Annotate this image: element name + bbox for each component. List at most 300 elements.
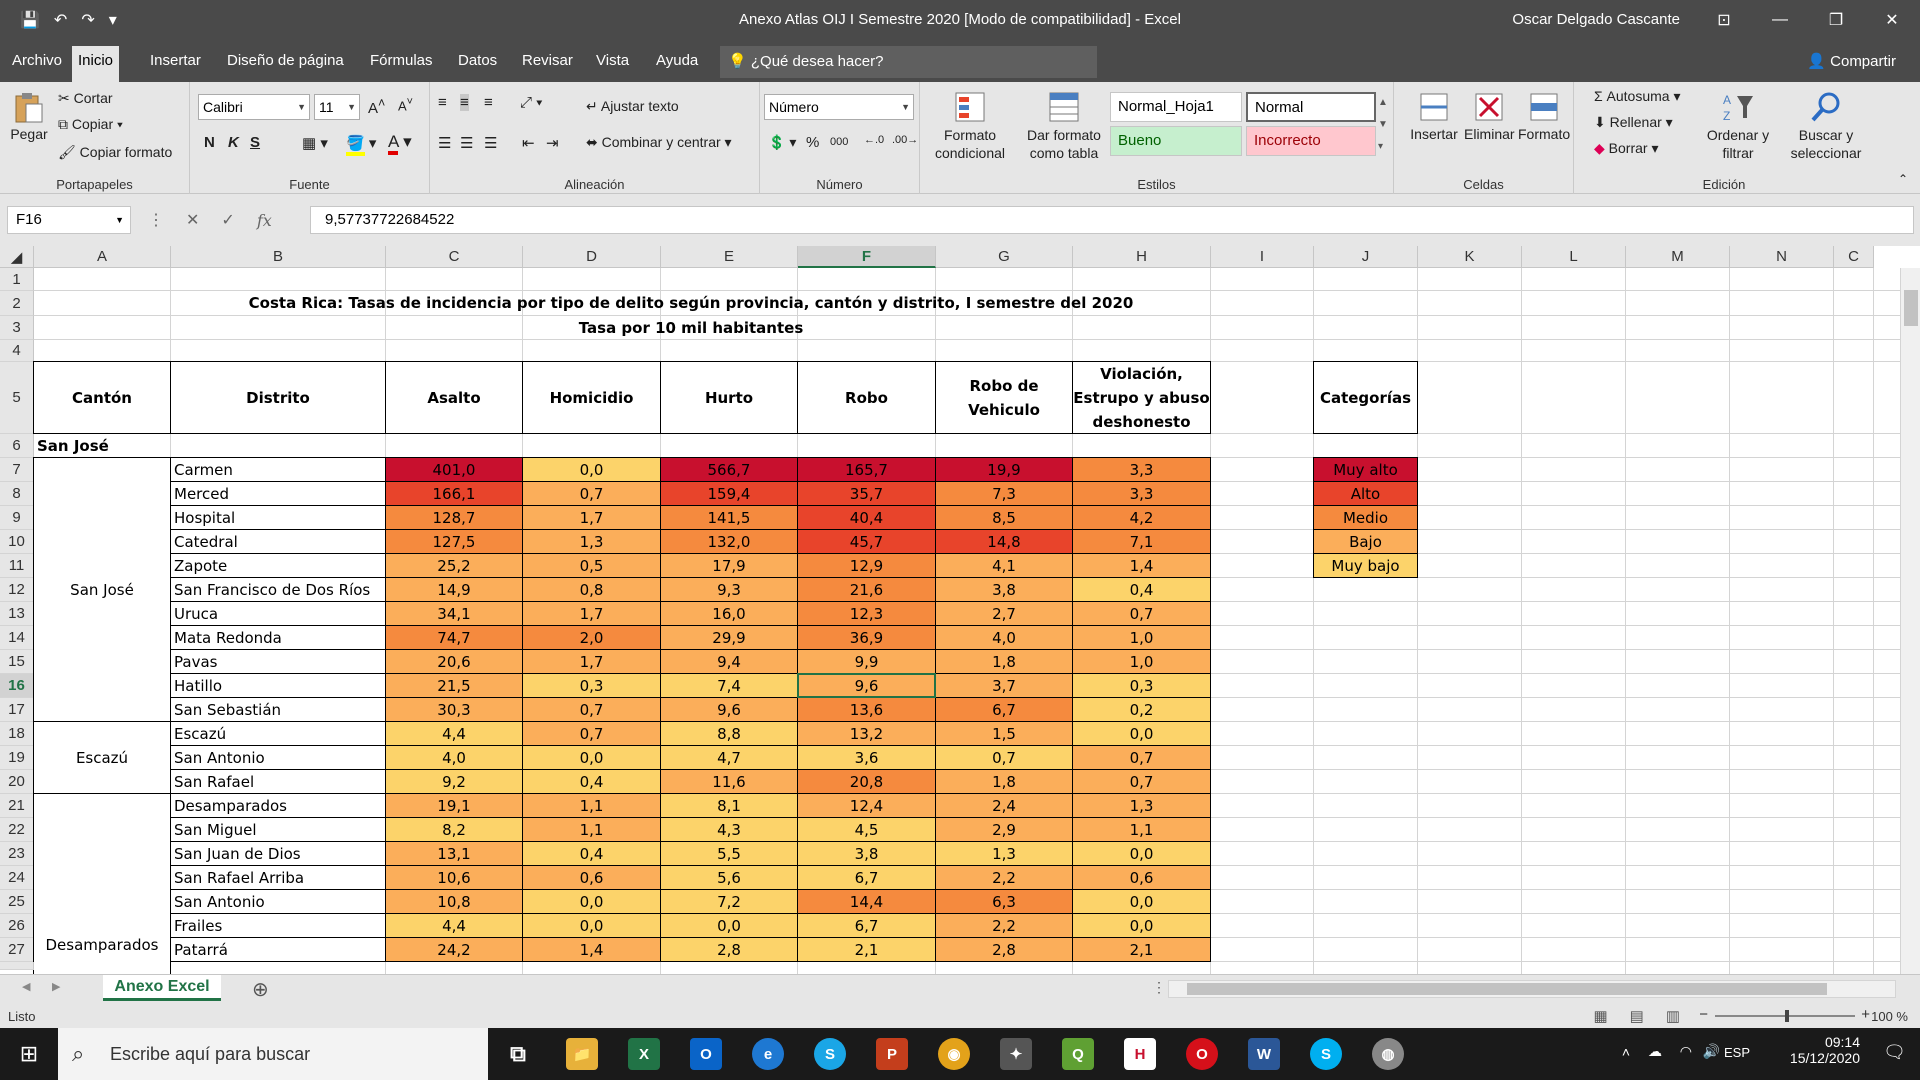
- font-name-select[interactable]: Calibri ▼: [198, 94, 310, 120]
- value-cell[interactable]: 13,2: [797, 721, 936, 746]
- value-cell[interactable]: 0,8: [522, 577, 661, 602]
- row-header[interactable]: 3: [0, 316, 34, 340]
- value-cell[interactable]: 0,0: [522, 889, 661, 914]
- district-cell[interactable]: San Miguel: [170, 817, 386, 842]
- row-header[interactable]: 26: [0, 914, 34, 938]
- value-cell[interactable]: 0,5: [522, 553, 661, 578]
- value-cell[interactable]: 9,3: [660, 577, 798, 602]
- increase-decimal-icon[interactable]: ←.0: [864, 134, 885, 146]
- tell-me-search[interactable]: 💡 ¿Qué desea hacer?: [720, 46, 1097, 78]
- column-header[interactable]: N: [1730, 246, 1834, 268]
- clock[interactable]: [1790, 1034, 1860, 1066]
- style-normal-hoja1[interactable]: Normal_Hoja1: [1110, 92, 1242, 122]
- row-header[interactable]: 5: [0, 362, 34, 434]
- value-cell[interactable]: 24,2: [385, 937, 523, 962]
- percent-button[interactable]: %: [806, 134, 820, 151]
- user-name[interactable]: Oscar Delgado Cascante: [1512, 11, 1680, 28]
- column-header[interactable]: G: [936, 246, 1073, 268]
- value-cell[interactable]: 25,2: [385, 553, 523, 578]
- value-cell[interactable]: 1,7: [522, 505, 661, 530]
- value-cell[interactable]: 34,1: [385, 601, 523, 626]
- value-cell[interactable]: 74,7: [385, 625, 523, 650]
- underline-button[interactable]: S: [250, 134, 261, 151]
- share-button[interactable]: 👤 Compartir: [1807, 53, 1896, 70]
- column-header[interactable]: D: [523, 246, 661, 268]
- district-cell[interactable]: Patarrá: [170, 937, 386, 962]
- row-header[interactable]: 12: [0, 578, 34, 602]
- value-cell[interactable]: 1,0: [1072, 649, 1211, 674]
- value-cell[interactable]: 0,7: [1072, 601, 1211, 626]
- align-bottom-icon[interactable]: ≡: [484, 94, 493, 111]
- value-cell[interactable]: 1,4: [522, 937, 661, 962]
- prev-sheet-icon[interactable]: ◀: [22, 981, 31, 993]
- value-cell[interactable]: 3,3: [1072, 457, 1211, 482]
- tab-formulas[interactable]: Fórmulas: [370, 52, 433, 69]
- value-cell[interactable]: 40,4: [797, 505, 936, 530]
- vertical-scroll-thumb[interactable]: [1904, 290, 1918, 326]
- value-cell[interactable]: 0,6: [522, 865, 661, 890]
- redo-icon[interactable]: ↷: [81, 12, 95, 29]
- customize-qat-icon[interactable]: ▾: [108, 12, 117, 29]
- word-icon[interactable]: W: [1248, 1038, 1280, 1070]
- canton-cell[interactable]: Desamparados: [33, 793, 171, 974]
- value-cell[interactable]: 0,0: [1072, 721, 1211, 746]
- row-header[interactable]: 1: [0, 268, 34, 291]
- shrink-font-button[interactable]: A˅: [398, 96, 413, 114]
- row-header[interactable]: 27: [0, 938, 34, 962]
- value-cell[interactable]: 30,3: [385, 697, 523, 722]
- value-cell[interactable]: 14,8: [935, 529, 1073, 554]
- column-header[interactable]: E: [661, 246, 798, 268]
- district-cell[interactable]: Escazú: [170, 721, 386, 746]
- value-cell[interactable]: 7,4: [660, 673, 798, 698]
- row-header[interactable]: 19: [0, 746, 34, 770]
- column-header[interactable]: I: [1211, 246, 1314, 268]
- district-cell[interactable]: San Sebastián: [170, 697, 386, 722]
- value-cell[interactable]: 8,2: [385, 817, 523, 842]
- value-cell[interactable]: 0,7: [522, 697, 661, 722]
- value-cell[interactable]: 4,0: [385, 745, 523, 770]
- value-cell[interactable]: 0,7: [522, 481, 661, 506]
- value-cell[interactable]: 0,7: [1072, 745, 1211, 770]
- add-sheet-icon[interactable]: ⊕: [252, 979, 269, 1001]
- value-cell[interactable]: 3,3: [1072, 481, 1211, 506]
- enter-icon[interactable]: ✓: [221, 212, 235, 229]
- value-cell[interactable]: 19,9: [935, 457, 1073, 482]
- zoom-slider[interactable]: [1715, 1015, 1855, 1017]
- value-cell[interactable]: 0,4: [522, 769, 661, 794]
- value-cell[interactable]: 20,8: [797, 769, 936, 794]
- value-cell[interactable]: 0,7: [1072, 769, 1211, 794]
- value-cell[interactable]: 4,2: [1072, 505, 1211, 530]
- value-cell[interactable]: 12,9: [797, 553, 936, 578]
- value-cell[interactable]: 0,0: [522, 745, 661, 770]
- zoom-out-icon[interactable]: −: [1699, 1006, 1708, 1023]
- row-header[interactable]: 17: [0, 698, 34, 722]
- row-header[interactable]: 18: [0, 722, 34, 746]
- value-cell[interactable]: 0,7: [522, 721, 661, 746]
- value-cell[interactable]: 13,6: [797, 697, 936, 722]
- value-cell[interactable]: 12,3: [797, 601, 936, 626]
- insert-cells-button[interactable]: Insertar: [1408, 90, 1460, 142]
- column-header[interactable]: L: [1522, 246, 1626, 268]
- value-cell[interactable]: 9,6: [660, 697, 798, 722]
- value-cell[interactable]: 566,7: [660, 457, 798, 482]
- value-cell[interactable]: 1,3: [935, 841, 1073, 866]
- thousands-button[interactable]: 000: [830, 136, 849, 148]
- minimize-button[interactable]: —: [1772, 11, 1788, 28]
- row-header[interactable]: 22: [0, 818, 34, 842]
- outlook-icon[interactable]: O: [690, 1038, 722, 1070]
- row-header[interactable]: 21: [0, 794, 34, 818]
- page-break-icon[interactable]: ▥: [1665, 1008, 1680, 1025]
- skype-business-icon[interactable]: S: [814, 1038, 846, 1070]
- clear-button[interactable]: ◆ Borrar ▾: [1594, 140, 1659, 156]
- row-header[interactable]: 14: [0, 626, 34, 650]
- style-bueno[interactable]: Bueno: [1110, 126, 1242, 156]
- value-cell[interactable]: 2,4: [935, 793, 1073, 818]
- value-cell[interactable]: 0,0: [1072, 841, 1211, 866]
- italic-button[interactable]: K: [228, 134, 239, 151]
- value-cell[interactable]: 9,2: [385, 769, 523, 794]
- value-cell[interactable]: 12,4: [797, 793, 936, 818]
- value-cell[interactable]: 1,3: [1072, 793, 1211, 818]
- value-cell[interactable]: 7,1: [1072, 529, 1211, 554]
- volume-icon[interactable]: 🔊: [1702, 1043, 1720, 1059]
- value-cell[interactable]: 1,5: [935, 721, 1073, 746]
- select-all-corner[interactable]: ◢: [0, 246, 34, 268]
- value-cell[interactable]: 1,7: [522, 649, 661, 674]
- value-cell[interactable]: 8,5: [935, 505, 1073, 530]
- cut-button[interactable]: ✂ Cortar: [58, 90, 113, 106]
- value-cell[interactable]: 7,3: [935, 481, 1073, 506]
- column-header[interactable]: K: [1418, 246, 1522, 268]
- sheet-tab-anexo-excel[interactable]: Anexo Excel: [103, 975, 221, 1001]
- normal-view-icon[interactable]: ▦: [1593, 1008, 1608, 1025]
- align-center-icon[interactable]: ☰: [460, 135, 474, 152]
- district-cell[interactable]: Uruca: [170, 601, 386, 626]
- district-cell[interactable]: San Rafael Arriba: [170, 865, 386, 890]
- district-cell[interactable]: San Francisco de Dos Ríos: [170, 577, 386, 602]
- value-cell[interactable]: 6,7: [935, 697, 1073, 722]
- value-cell[interactable]: 6,7: [797, 865, 936, 890]
- value-cell[interactable]: 45,7: [797, 529, 936, 554]
- value-cell[interactable]: 2,0: [522, 625, 661, 650]
- value-cell[interactable]: 3,8: [935, 577, 1073, 602]
- value-cell[interactable]: 5,5: [660, 841, 798, 866]
- value-cell[interactable]: 3,7: [935, 673, 1073, 698]
- value-cell[interactable]: 2,2: [935, 913, 1073, 938]
- district-cell[interactable]: San Juan de Dios: [170, 841, 386, 866]
- value-cell[interactable]: 10,6: [385, 865, 523, 890]
- value-cell[interactable]: 0,0: [1072, 889, 1211, 914]
- fill-button[interactable]: ⬇ Rellenar ▾: [1594, 114, 1673, 130]
- row-header[interactable]: 7: [0, 458, 34, 482]
- tab-archivo[interactable]: Archivo: [12, 52, 63, 69]
- value-cell[interactable]: 1,8: [935, 649, 1073, 674]
- wrap-text-button[interactable]: ↵ Ajustar texto: [586, 98, 679, 114]
- style-incorrecto[interactable]: Incorrecto: [1246, 126, 1376, 156]
- value-cell[interactable]: 0,0: [1072, 913, 1211, 938]
- cancel-icon[interactable]: ✕: [186, 212, 200, 229]
- value-cell[interactable]: 1,7: [522, 601, 661, 626]
- wifi-icon[interactable]: ◠: [1679, 1043, 1692, 1059]
- value-cell[interactable]: 4,3: [660, 817, 798, 842]
- align-middle-icon[interactable]: ≡: [460, 94, 469, 111]
- undo-icon[interactable]: ↶: [53, 12, 68, 29]
- tab-diseno-pagina[interactable]: Diseño de página: [227, 52, 344, 69]
- value-cell[interactable]: 2,9: [935, 817, 1073, 842]
- value-cell[interactable]: 17,9: [660, 553, 798, 578]
- spreadsheet-grid[interactable]: [0, 246, 1920, 974]
- merge-center-button[interactable]: ⬌ Combinar y centrar ▾: [586, 134, 732, 150]
- row-header[interactable]: 10: [0, 530, 34, 554]
- align-top-icon[interactable]: ≡: [438, 94, 447, 111]
- column-header[interactable]: C: [386, 246, 523, 268]
- value-cell[interactable]: 1,1: [522, 793, 661, 818]
- value-cell[interactable]: 14,9: [385, 577, 523, 602]
- row-header[interactable]: 16: [0, 674, 34, 698]
- district-cell[interactable]: Zapote: [170, 553, 386, 578]
- opera-icon[interactable]: O: [1186, 1038, 1218, 1070]
- align-left-icon[interactable]: ☰: [438, 135, 452, 152]
- value-cell[interactable]: 35,7: [797, 481, 936, 506]
- formula-input[interactable]: 9,57737722684522: [310, 206, 1914, 234]
- decrease-decimal-icon[interactable]: .00→: [892, 134, 919, 146]
- value-cell[interactable]: 6,3: [935, 889, 1073, 914]
- value-cell[interactable]: 0,3: [1072, 673, 1211, 698]
- row-header[interactable]: 20: [0, 770, 34, 794]
- sort-filter-button[interactable]: A Z Ordenar y filtrar: [1700, 90, 1776, 162]
- decrease-indent-icon[interactable]: ⇤: [522, 135, 535, 152]
- value-cell[interactable]: 1,8: [935, 769, 1073, 794]
- canton-cell[interactable]: San José: [33, 457, 171, 723]
- value-cell[interactable]: 9,4: [660, 649, 798, 674]
- district-cell[interactable]: Hospital: [170, 505, 386, 530]
- cloud-icon[interactable]: ☁: [1648, 1043, 1662, 1059]
- save-icon[interactable]: 💾: [20, 12, 40, 29]
- font-size-select[interactable]: 11 ▼: [314, 94, 360, 120]
- district-cell[interactable]: Merced: [170, 481, 386, 506]
- font-color-icon[interactable]: A ▾: [388, 132, 412, 152]
- value-cell[interactable]: 4,7: [660, 745, 798, 770]
- value-cell[interactable]: 4,0: [935, 625, 1073, 650]
- value-cell[interactable]: 7,2: [660, 889, 798, 914]
- value-cell[interactable]: 0,6: [1072, 865, 1211, 890]
- row-header[interactable]: 24: [0, 866, 34, 890]
- value-cell[interactable]: 3,6: [797, 745, 936, 770]
- grow-font-button[interactable]: A˄: [368, 96, 386, 117]
- value-cell[interactable]: 0,0: [522, 457, 661, 482]
- value-cell[interactable]: 132,0: [660, 529, 798, 554]
- value-cell[interactable]: 1,0: [1072, 625, 1211, 650]
- tray-chevron-icon[interactable]: ˄: [1621, 1044, 1630, 1060]
- column-header[interactable]: M: [1626, 246, 1730, 268]
- district-cell[interactable]: San Antonio: [170, 889, 386, 914]
- value-cell[interactable]: 10,8: [385, 889, 523, 914]
- row-header[interactable]: 4: [0, 340, 34, 362]
- column-header[interactable]: F: [798, 246, 936, 268]
- align-right-icon[interactable]: ☰: [484, 135, 498, 152]
- collapse-ribbon-icon[interactable]: ⌃: [1897, 172, 1908, 186]
- row-header[interactable]: 25: [0, 890, 34, 914]
- notifications-icon[interactable]: 🗨: [1883, 1042, 1906, 1062]
- value-cell[interactable]: 166,1: [385, 481, 523, 506]
- windows-start-icon[interactable]: ⊞: [19, 1041, 39, 1066]
- tab-inicio[interactable]: Inicio: [72, 46, 119, 82]
- network-app-icon[interactable]: ✦: [1000, 1038, 1032, 1070]
- district-cell[interactable]: San Rafael: [170, 769, 386, 794]
- value-cell[interactable]: 0,3: [522, 673, 661, 698]
- value-cell[interactable]: 16,0: [660, 601, 798, 626]
- value-cell[interactable]: 1,4: [1072, 553, 1211, 578]
- name-box[interactable]: F16 ▼: [7, 206, 131, 234]
- taskbar-search[interactable]: ⌕ Escribe aquí para buscar: [58, 1028, 488, 1080]
- format-cells-button[interactable]: Formato: [1518, 90, 1570, 142]
- bold-button[interactable]: N: [204, 134, 215, 151]
- value-cell[interactable]: 13,1: [385, 841, 523, 866]
- row-header[interactable]: 13: [0, 602, 34, 626]
- tab-revisar[interactable]: Revisar: [522, 52, 573, 69]
- tab-datos[interactable]: Datos: [458, 52, 498, 69]
- value-cell[interactable]: 2,1: [1072, 937, 1211, 962]
- zoom-level[interactable]: 100 %: [1871, 1009, 1908, 1024]
- tab-ayuda[interactable]: Ayuda: [656, 52, 699, 69]
- district-cell[interactable]: Pavas: [170, 649, 386, 674]
- value-cell[interactable]: 36,9: [797, 625, 936, 650]
- value-cell[interactable]: 2,8: [935, 937, 1073, 962]
- column-header[interactable]: A: [34, 246, 171, 268]
- canton-cell[interactable]: Escazú: [33, 721, 171, 795]
- borders-icon[interactable]: ▦ ▾: [302, 135, 328, 152]
- orientation-icon[interactable]: ⤢ ▾: [520, 94, 543, 111]
- value-cell[interactable]: 1,1: [522, 817, 661, 842]
- column-header[interactable]: C: [1834, 246, 1874, 268]
- horizontal-scroll-thumb[interactable]: [1187, 983, 1827, 995]
- value-cell[interactable]: 2,1: [797, 937, 936, 962]
- currency-icon[interactable]: 💲 ▾: [768, 134, 797, 150]
- file-explorer-icon[interactable]: 📁: [566, 1038, 598, 1070]
- fill-color-icon[interactable]: 🪣 ▾: [346, 134, 376, 152]
- column-header[interactable]: J: [1314, 246, 1418, 268]
- format-painter-button[interactable]: 🖌 Copiar formato: [58, 144, 173, 160]
- qgis-icon[interactable]: Q: [1062, 1038, 1094, 1070]
- value-cell[interactable]: 8,1: [660, 793, 798, 818]
- task-view-icon[interactable]: ⧉: [510, 1041, 526, 1066]
- next-sheet-icon[interactable]: ▶: [52, 981, 61, 993]
- row-header[interactable]: 8: [0, 482, 34, 506]
- value-cell[interactable]: 159,4: [660, 481, 798, 506]
- district-cell[interactable]: Carmen: [170, 457, 386, 482]
- powerpoint-icon[interactable]: P: [876, 1038, 908, 1070]
- district-cell[interactable]: Frailes: [170, 913, 386, 938]
- format-as-table-button[interactable]: Dar formato como tabla: [1018, 90, 1110, 162]
- value-cell[interactable]: 2,8: [660, 937, 798, 962]
- tab-vista[interactable]: Vista: [596, 52, 630, 69]
- district-cell[interactable]: San Antonio: [170, 745, 386, 770]
- value-cell[interactable]: 4,4: [385, 913, 523, 938]
- value-cell[interactable]: 4,4: [385, 721, 523, 746]
- value-cell[interactable]: 20,6: [385, 649, 523, 674]
- value-cell[interactable]: 128,7: [385, 505, 523, 530]
- row-header[interactable]: 23: [0, 842, 34, 866]
- value-cell[interactable]: 0,2: [1072, 697, 1211, 722]
- value-cell[interactable]: 21,6: [797, 577, 936, 602]
- value-cell[interactable]: 3,8: [797, 841, 936, 866]
- value-cell[interactable]: 4,5: [797, 817, 936, 842]
- copy-button[interactable]: ⧉ Copiar ▾: [58, 116, 123, 132]
- language-indicator[interactable]: ESP: [1723, 1045, 1750, 1060]
- zoom-in-icon[interactable]: +: [1861, 1006, 1870, 1023]
- value-cell[interactable]: 165,7: [797, 457, 936, 482]
- skype-icon[interactable]: S: [1310, 1038, 1342, 1070]
- find-select-button[interactable]: Buscar y seleccionar: [1782, 90, 1870, 162]
- zoom-slider-knob[interactable]: [1785, 1010, 1789, 1022]
- row-header[interactable]: 2: [0, 291, 34, 316]
- globe-app-icon[interactable]: ◍: [1372, 1038, 1404, 1070]
- delete-cells-button[interactable]: Eliminar: [1464, 90, 1514, 142]
- paste-button[interactable]: Pegar: [8, 90, 50, 142]
- value-cell[interactable]: 1,3: [522, 529, 661, 554]
- value-cell[interactable]: 0,4: [522, 841, 661, 866]
- value-cell[interactable]: 11,6: [660, 769, 798, 794]
- row-header[interactable]: 6: [0, 434, 34, 458]
- value-cell[interactable]: 1,1: [1072, 817, 1211, 842]
- value-cell[interactable]: 8,8: [660, 721, 798, 746]
- value-cell[interactable]: 4,1: [935, 553, 1073, 578]
- value-cell[interactable]: 0,7: [935, 745, 1073, 770]
- value-cell[interactable]: 19,1: [385, 793, 523, 818]
- value-cell[interactable]: 127,5: [385, 529, 523, 554]
- autosum-button[interactable]: Σ Autosuma ▾: [1594, 88, 1681, 104]
- styles-scroll-icon[interactable]: ▲ ▼ ▾: [1378, 97, 1388, 152]
- selected-cell[interactable]: 9,6: [797, 673, 936, 698]
- chrome-icon[interactable]: ◉: [938, 1038, 970, 1070]
- number-format-select[interactable]: Número ▼: [764, 94, 914, 120]
- horizontal-scrollbar[interactable]: [1168, 980, 1896, 998]
- value-cell[interactable]: 0,4: [1072, 577, 1211, 602]
- column-header[interactable]: B: [171, 246, 386, 268]
- value-cell[interactable]: 401,0: [385, 457, 523, 482]
- value-cell[interactable]: 14,4: [797, 889, 936, 914]
- value-cell[interactable]: 9,9: [797, 649, 936, 674]
- row-header[interactable]: 15: [0, 650, 34, 674]
- value-cell[interactable]: 2,7: [935, 601, 1073, 626]
- value-cell[interactable]: 5,6: [660, 865, 798, 890]
- excel-icon[interactable]: X: [628, 1038, 660, 1070]
- value-cell[interactable]: 0,0: [522, 913, 661, 938]
- district-cell[interactable]: Mata Redonda: [170, 625, 386, 650]
- conditional-format-button[interactable]: Formato condicional: [924, 90, 1016, 162]
- close-button[interactable]: ✕: [1885, 12, 1899, 29]
- page-layout-icon[interactable]: ▤: [1629, 1008, 1644, 1025]
- value-cell[interactable]: 21,5: [385, 673, 523, 698]
- edge-icon[interactable]: e: [752, 1038, 784, 1070]
- value-cell[interactable]: 0,0: [660, 913, 798, 938]
- row-header[interactable]: 11: [0, 554, 34, 578]
- value-cell[interactable]: 2,2: [935, 865, 1073, 890]
- ribbon-display-icon[interactable]: ⊡: [1717, 12, 1731, 29]
- value-cell[interactable]: 141,5: [660, 505, 798, 530]
- column-header[interactable]: H: [1073, 246, 1211, 268]
- district-cell[interactable]: Desamparados: [170, 793, 386, 818]
- row-header-partial[interactable]: [0, 962, 34, 970]
- maximize-button[interactable]: ❐: [1828, 12, 1844, 29]
- value-cell[interactable]: 6,7: [797, 913, 936, 938]
- style-normal[interactable]: Normal: [1246, 92, 1376, 122]
- value-cell[interactable]: 29,9: [660, 625, 798, 650]
- insert-function-icon[interactable]: fx: [256, 210, 272, 230]
